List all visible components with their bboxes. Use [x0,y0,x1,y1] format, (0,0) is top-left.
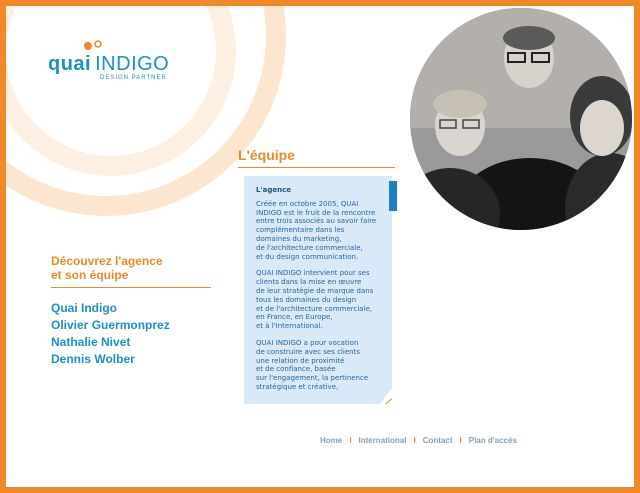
panel-content [256,186,386,400]
nav-separator: I [349,436,352,445]
team-link-quai-indigo[interactable]: Quai Indigo [51,301,117,315]
team-link-nathalie-nivet[interactable]: Nathalie Nivet [51,335,131,349]
logo-dots-icon [84,40,114,52]
team-list [51,300,221,368]
team-photo [410,8,632,230]
panel-heading: L'agence [256,186,291,194]
nav-international[interactable]: International [358,436,407,445]
logo-wordmark [48,54,169,74]
panel-paragraph: QUAI INDIGO a pour vocation de construire avec ses clients une relation de proximité et de confiance, basée sur l'engagement, la pertinence stratégique et créative, [256,338,369,391]
sidebar [51,254,221,368]
text-panel[interactable] [244,176,392,404]
logo-brand-bold: quai [48,53,92,75]
sidebar-title-line: et son équipe [51,268,129,282]
logo-brand-light: INDIGO [95,53,170,75]
scrollbar-thumb[interactable] [389,181,397,211]
nav-separator: I [459,436,462,445]
page-title: L'équipe [238,147,295,163]
footer-nav [320,436,517,445]
nav-plan-acces[interactable]: Plan d'accès [468,436,517,445]
nav-contact[interactable]: Contact [422,436,453,445]
sidebar-title [51,254,221,282]
team-link-dennis-wolber[interactable]: Dennis Wolber [51,352,135,366]
logo-tagline: DESIGN PARTNER [100,75,167,81]
sidebar-title-line: Découvrez l'agence [51,254,163,268]
divider [51,287,211,288]
panel-paragraph: QUAI INDIGO intervient pour ses clients dans la mise en œuvre de leur stratégie de marque dans tous les domaines du design et de l'architecture commerciale, en France, en Europe, et à l'International. [256,269,374,331]
panel-paragraph: Créée en octobre 2005, QUAI INDIGO est le fruit de la rencontre entre trois associés au savoir faire complémentaire dans les domaines du marketing, de l'architecture commerciale, et du design communication. [256,199,377,261]
team-link-olivier-guermonprez[interactable]: Olivier Guermonprez [51,318,170,332]
divider [238,167,395,168]
logo[interactable] [48,46,169,81]
nav-home[interactable]: Home [320,436,343,445]
nav-separator: I [413,436,416,445]
